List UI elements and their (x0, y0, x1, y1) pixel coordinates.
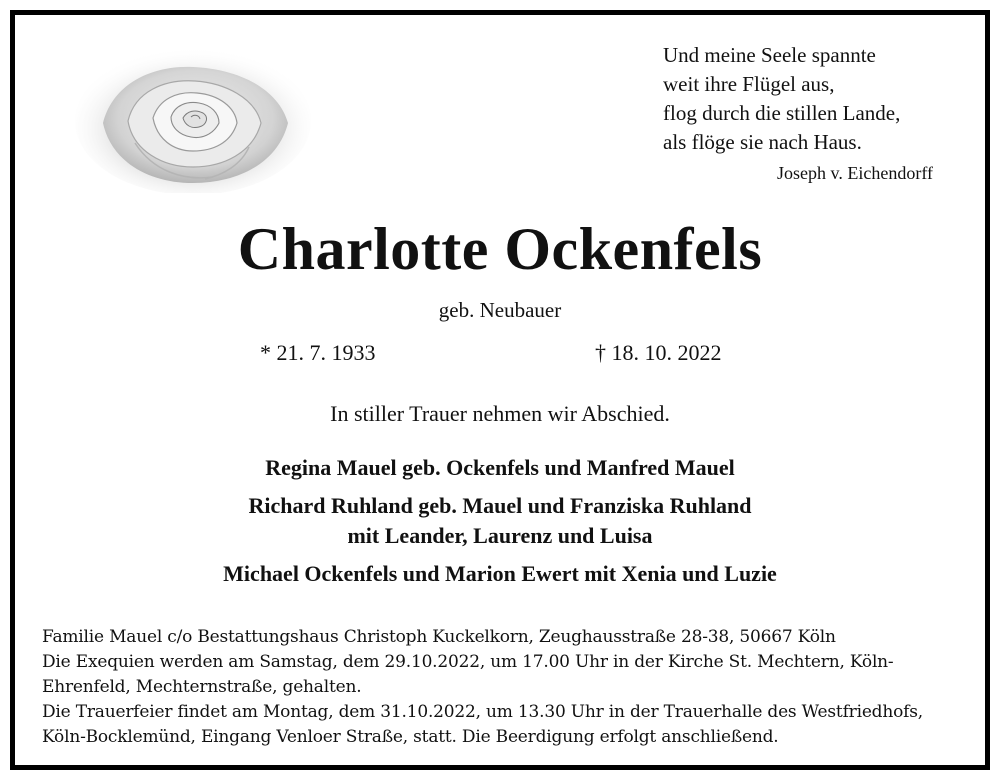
obituary-frame (10, 10, 990, 770)
poem-line: weit ihre Flügel aus, (663, 72, 835, 96)
poem-line: als flöge sie nach Haus. (663, 130, 862, 154)
poem-line: Und meine Seele spannte (663, 43, 876, 67)
funeral-info: Die Trauerfeier findet am Montag, dem 31.10.2022, um 13.30 Uhr in der Trauerhalle des Westfriedhofs, Köln-Bocklemünd, Eingang Venloer Straße, statt. Die Beerdigung erfolgt anschließend. (42, 702, 923, 747)
farewell-text: In stiller Trauer nehmen wir Abschied. (330, 401, 670, 426)
poem-line: flog durch die stillen Lande, (663, 101, 901, 125)
death-date: † 18. 10. 2022 (595, 340, 722, 365)
contact-address: Familie Mauel c/o Bestattungshaus Christoph Kuckelkorn, Zeughausstraße 28-38, 50667 Köln (42, 627, 836, 647)
mourner-line: Regina Mauel geb. Ockenfels und Manfred Mauel (265, 455, 735, 480)
notice-block (42, 625, 962, 750)
poem (663, 41, 963, 188)
mourners-list (15, 453, 985, 589)
mourner-line: Michael Ockenfels und Marion Ewert mit Xenia und Luzie (223, 561, 777, 586)
mourner-line: Richard Ruhland geb. Mauel und Franziska Ruhland (248, 493, 752, 518)
poem-author: Joseph v. Eichendorff (777, 163, 933, 183)
exequies-info: Die Exequien werden am Samstag, dem 29.10.2022, um 17.00 Uhr in der Kirche St. Mechtern, Köln-Ehrenfeld, Mechternstraße, gehalten. (42, 652, 894, 697)
deceased-name: Charlotte Ockenfels (237, 216, 763, 282)
rose-image (73, 43, 313, 193)
birth-date: * 21. 7. 1933 (260, 340, 376, 365)
birth-name: geb. Neubauer (438, 298, 562, 322)
mourner-line: mit Leander, Laurenz und Luisa (347, 523, 653, 548)
